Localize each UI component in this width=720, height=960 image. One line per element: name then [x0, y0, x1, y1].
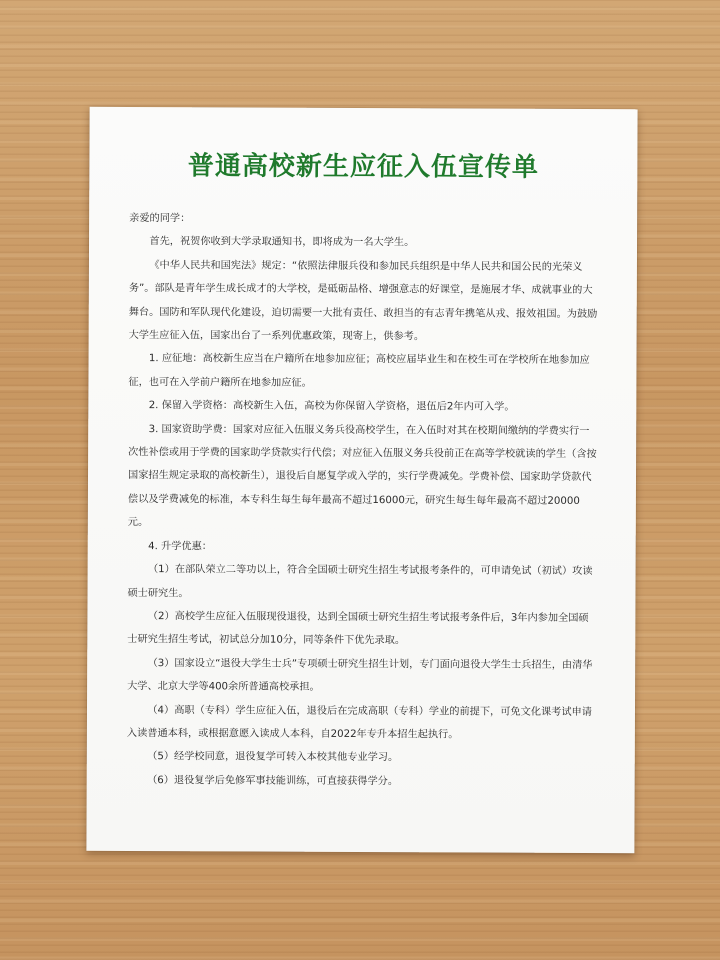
paragraph-constitution: 《中华人民共和国宪法》规定：“依照法律服兵役和参加民兵组织是中华人民共和国公民的光荣义务”。部队是青年学生成长成才的大学校，是砥砺品格、增强意志的好课堂，是施展才华、成就事业的大舞台。国防和军队现代化建设，迫切需要一大批有责任、敢担当的有志青年携笔从戎、报效祖国。为鼓励大学生应征入伍，国家出台了一系列优惠政策，现寄上，供参考。: [128, 259, 598, 343]
leaflet-paper: [86, 107, 637, 853]
paragraph-advancement-5: （5）经学校同意，退役复学可转入本校其他专业学习。: [147, 751, 399, 764]
paragraph-enlistment-location: 1. 应征地：高校新生应当在户籍所在地参加应征；高校应届毕业生和在校生可在学校所在地参加应征，也可在入学前户籍所在地参加应征。: [128, 353, 590, 389]
paragraph-congrats: 首先，祝贺你收到大学录取通知书，即将成为一名大学生。: [149, 236, 415, 249]
leaflet-title: 普通高校新生应征入伍宣传单: [187, 151, 539, 183]
paragraph-advancement-2: （2）高校学生应征入伍服现役退役，达到全国硕士研究生招生考试报考条件后，3年内参加全国硕士研究生招生考试，初试总分加10分，同等条件下优先录取。: [127, 610, 589, 647]
leaflet-body: [127, 207, 600, 794]
paragraph-tuition-aid: 3. 国家资助学费：国家对应征入伍服义务兵役高校学生，在入伍时对其在校期间缴纳的学费实行一次性补偿或用于学费的国家助学贷款实行代偿；对应征入伍服义务兵役前正在高等学校就读的学生（含按国家招生规定录取的高校新生），退役后自愿复学或入学的，实行学费减免。学费补偿、国家助学贷款代偿以及学费减免的标准，本专科生每生每年最高不超过16000元，研究生每生每年最高不超过20000元。: [127, 423, 597, 529]
paragraph-advancement-heading: 4. 升学优惠：: [148, 540, 213, 553]
paragraph-advancement-4: （4）高职（专科）学生应征入伍，退役后在完成高职（专科）学业的前提下，可免文化课考试申请入读普通本科，或根据意愿入读成人本科，自2022年专升本招生起执行。: [126, 704, 592, 741]
paragraph-advancement-6: （6）退役复学后免修军事技能训练，可直接获得学分。: [147, 774, 399, 787]
paragraph-advancement-1: （1）在部队荣立二等功以上，符合全国硕士研究生招生考试报考条件的，可申请免试（初试）攻读硕士研究生。: [127, 564, 593, 599]
greeting-line: 亲爱的同学：: [129, 212, 191, 225]
paragraph-advancement-3: （3）国家设立“退役大学生士兵”专项硕士研究生招生计划，专门面向退役大学生士兵招生，由清华大学、北京大学等400余所普通高校承担。: [127, 657, 593, 693]
paragraph-enrollment-retention: 2. 保留入学资格：高校新生入伍，高校为你保留入学资格，退伍后2年内可入学。: [148, 400, 515, 413]
